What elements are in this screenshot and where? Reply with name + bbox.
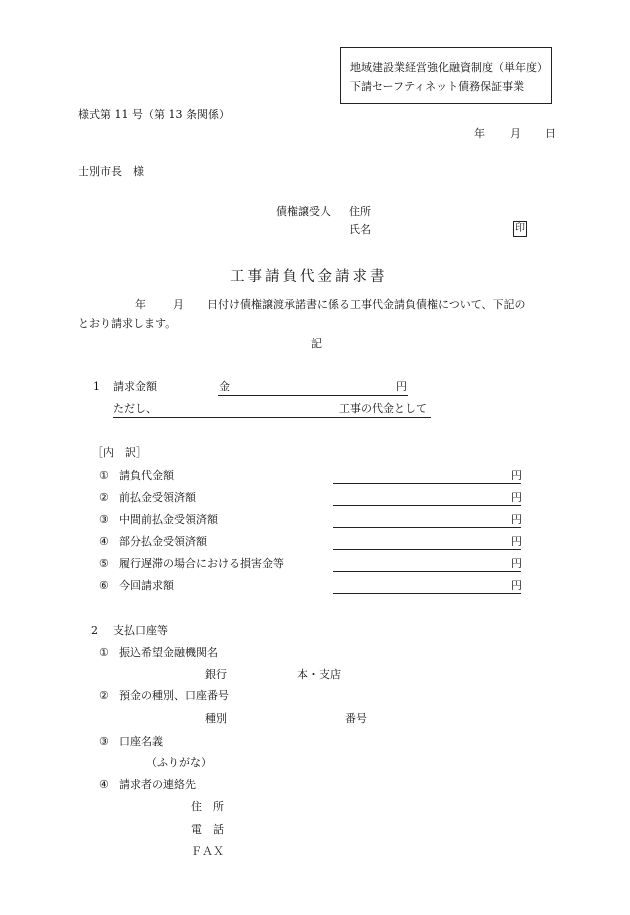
intro-month-unit: 月 <box>173 298 184 311</box>
payment-item-3-number: ③ <box>99 735 109 748</box>
assignee-address-label: 住所 <box>349 205 371 218</box>
date-month-unit: 月 <box>510 127 521 140</box>
bank-label: 銀行 <box>205 668 227 681</box>
breakdown-item-4-number: ④ <box>99 535 109 548</box>
payment-item-1-label: 振込希望金融機関名 <box>119 646 218 659</box>
furigana-label: （ふりがな） <box>146 756 212 769</box>
breakdown-item-3-number: ③ <box>99 513 109 526</box>
breakdown-item-5-number: ⑤ <box>99 557 109 570</box>
breakdown-item-5-underline <box>333 571 521 572</box>
breakdown-header: ［内 訳］ <box>92 446 147 459</box>
contact-phone-label: 電 話 <box>191 823 224 836</box>
payment-item-2-label: 預金の種別、口座番号 <box>119 689 229 702</box>
koji-daikin-label: 工事の代金として <box>339 402 427 415</box>
program-name-line-2: 下請セーフティネット債務保証事業 <box>350 80 525 93</box>
amount-kin: 金 <box>219 380 230 393</box>
assignee-name-label: 氏名 <box>349 223 371 236</box>
breakdown-item-5-yen: 円 <box>511 557 522 570</box>
breakdown-item-1-label: 請負代金額 <box>119 469 174 482</box>
document-title: 工事請負代金請求書 <box>230 269 388 285</box>
program-name-line-1: 地域建設業経営強化融資制度（単年度） <box>350 61 548 74</box>
breakdown-item-6-underline <box>333 593 521 594</box>
payment-item-4-label: 請求者の連絡先 <box>119 778 196 791</box>
amount-underline <box>218 395 408 396</box>
breakdown-item-3-underline <box>333 527 521 528</box>
tadashi-label: ただし、 <box>113 402 157 415</box>
breakdown-item-5-label: 履行遅滞の場合における損害金等 <box>119 557 284 570</box>
contact-fax-label: ＦＡＸ <box>191 845 224 858</box>
payment-item-1-number: ① <box>99 646 109 659</box>
payment-item-2-number: ② <box>99 689 109 702</box>
breakdown-item-2-label: 前払金受領済額 <box>119 491 196 504</box>
project-name-underline <box>113 417 431 418</box>
seal-mark: 印 <box>513 221 527 237</box>
breakdown-item-3-label: 中間前払金受領済額 <box>119 513 218 526</box>
breakdown-item-2-yen: 円 <box>511 491 522 504</box>
breakdown-item-6-label: 今回請求額 <box>119 579 174 592</box>
breakdown-item-4-underline <box>333 549 521 550</box>
intro-year-unit: 年 <box>135 298 146 311</box>
intro-text-line-1: 日付け債権譲渡承諾書に係る工事代金請負債権について、下記の <box>207 298 526 311</box>
date-day-unit: 日 <box>545 127 556 140</box>
breakdown-item-2-underline <box>333 505 521 506</box>
breakdown-item-1-underline <box>333 483 521 484</box>
addressee: 士別市長 様 <box>78 165 144 178</box>
section-1-number: 1 <box>93 380 100 393</box>
breakdown-item-4-label: 部分払金受領済額 <box>119 535 207 548</box>
program-name-box <box>340 47 552 104</box>
date-year-unit: 年 <box>474 127 485 140</box>
contact-address-label: 住 所 <box>191 800 224 813</box>
breakdown-item-2-number: ② <box>99 491 109 504</box>
breakdown-item-1-yen: 円 <box>511 469 522 482</box>
branch-label: 本・支店 <box>297 668 341 681</box>
account-kind-label: 種別 <box>205 712 227 725</box>
breakdown-item-6-yen: 円 <box>511 579 522 592</box>
amount-yen: 円 <box>396 380 407 393</box>
form-number: 様式第 11 号（第 13 条関係） <box>78 108 230 121</box>
payment-item-4-number: ④ <box>99 778 109 791</box>
section-2-label: 支払口座等 <box>113 624 168 637</box>
ki-heading: 記 <box>311 337 322 350</box>
section-1-label: 請求金額 <box>113 380 157 393</box>
assignee-label: 債権譲受人 <box>276 205 331 218</box>
breakdown-item-6-number: ⑥ <box>99 579 109 592</box>
intro-text-line-2: とおり請求します。 <box>78 317 177 330</box>
payment-item-3-label: 口座名義 <box>119 735 163 748</box>
breakdown-item-4-yen: 円 <box>511 535 522 548</box>
account-number-label: 番号 <box>345 712 367 725</box>
breakdown-item-3-yen: 円 <box>511 513 522 526</box>
section-2-number: 2 <box>91 624 98 637</box>
breakdown-item-1-number: ① <box>99 469 109 482</box>
